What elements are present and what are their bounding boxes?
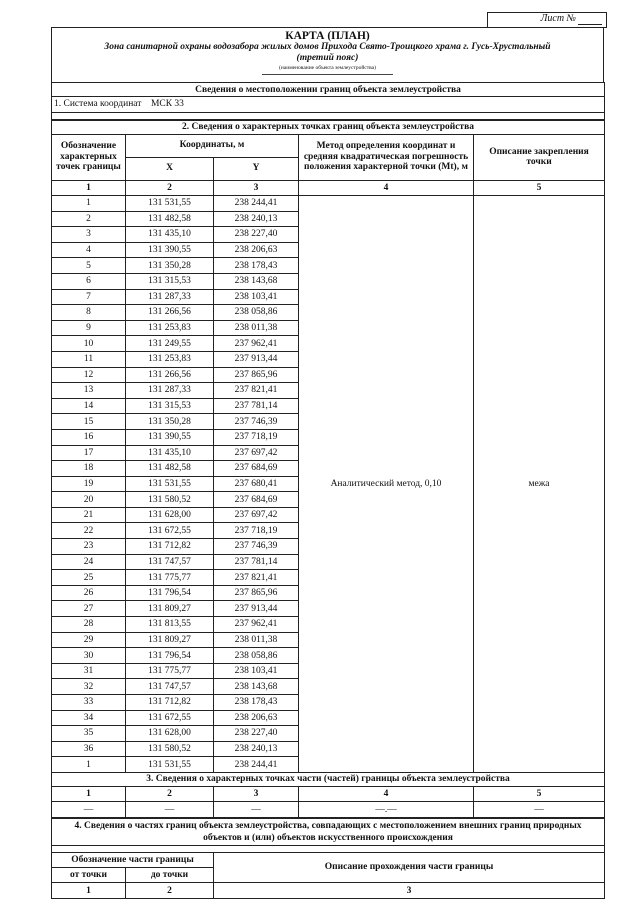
point-y: 237 913,44 [214,601,299,617]
point-x: 131 813,55 [126,617,214,633]
point-number: 6 [52,273,126,289]
point-y: 238 058,86 [214,305,299,321]
point-y: 237 697,42 [214,445,299,461]
point-number: 28 [52,617,126,633]
point-y: 237 718,19 [214,429,299,445]
col-point-header: Обозначение характерных точек границы [52,134,126,180]
document-subtitle: Зона санитарной охраны водозабора жилых домов Прихода Свято-Троицкого храма г. Гусь-Хрустальный [104,42,551,52]
point-x: 131 482,58 [126,461,214,477]
document-header [51,27,604,82]
point-x: 131 809,27 [126,601,214,617]
column-number: 4 [299,786,474,802]
col-coords-header: Координаты, м [126,134,299,157]
point-number: 33 [52,695,126,711]
coordinate-system-value: МСК 33 [150,99,184,110]
col-y-header: Y [214,157,299,180]
point-x: 131 580,52 [126,492,214,508]
spacer-row [52,845,605,852]
dash-cell: — [474,802,605,818]
point-number: 7 [52,289,126,305]
point-y: 238 058,86 [214,648,299,664]
point-y: 237 684,69 [214,492,299,508]
point-y: 237 913,44 [214,351,299,367]
point-y: 237 697,42 [214,507,299,523]
point-number: 21 [52,507,126,523]
point-y: 238 244,41 [214,757,299,773]
point-y: 237 865,96 [214,585,299,601]
point-y: 238 143,68 [214,679,299,695]
sheet-number-box [487,12,607,28]
column-number: 4 [299,180,474,196]
column-number: 2 [126,786,214,802]
dash-cell: — [52,802,126,818]
point-y: 238 240,13 [214,211,299,227]
point-x: 131 796,54 [126,585,214,601]
part-col-number: 3 [214,883,605,899]
point-number: 31 [52,663,126,679]
point-number: 27 [52,601,126,617]
point-x: 131 266,56 [126,367,214,383]
title-underline [262,74,393,75]
document-frame [51,27,604,896]
point-number: 17 [52,445,126,461]
point-number: 8 [52,305,126,321]
point-x: 131 266,56 [126,305,214,321]
point-y: 238 103,41 [214,289,299,305]
point-number: 30 [52,648,126,664]
sheet-number-blank [578,24,602,25]
points-table [51,120,605,818]
point-number: 14 [52,398,126,414]
point-number: 36 [52,741,126,757]
coordinate-row [52,196,605,212]
point-y: 238 011,38 [214,320,299,336]
point-x: 131 390,55 [126,242,214,258]
point-x: 131 628,00 [126,507,214,523]
point-x: 131 712,82 [126,539,214,555]
points-section-title: 2. Сведения о характерных точках границ объекта землеустройства [52,120,605,134]
column-number: 3 [214,786,299,802]
point-number: 15 [52,414,126,430]
location-table [51,82,605,120]
spacer-row [52,112,605,119]
column-number: 1 [52,180,126,196]
point-x: 131 775,77 [126,570,214,586]
point-x: 131 531,55 [126,196,214,212]
point-y: 238 244,41 [214,196,299,212]
part-column-numbers-row [52,786,605,802]
point-number: 13 [52,383,126,399]
point-x: 131 315,53 [126,398,214,414]
document-subtitle-zone: (третий пояс) [296,53,359,63]
fixing-description-cell: межа [474,196,605,773]
point-y: 238 240,13 [214,741,299,757]
point-x: 131 747,57 [126,679,214,695]
point-x: 131 672,55 [126,710,214,726]
coordinates-body [52,196,605,773]
point-x: 131 672,55 [126,523,214,539]
point-y: 238 103,41 [214,663,299,679]
point-x: 131 350,28 [126,414,214,430]
dash-cell: — [126,802,214,818]
location-section-title: Сведения о местоположении границ объекта землеустройства [52,83,605,97]
point-y: 238 178,43 [214,695,299,711]
point-number: 18 [52,461,126,477]
point-x: 131 390,55 [126,429,214,445]
col-to-header: до точки [126,867,214,883]
point-y: 238 206,63 [214,710,299,726]
point-y: 237 781,14 [214,554,299,570]
point-y: 237 821,41 [214,570,299,586]
document-title: КАРТА (ПЛАН) [285,30,370,42]
point-number: 2 [52,211,126,227]
parts-table [51,818,605,899]
point-x: 131 435,10 [126,227,214,243]
point-number: 29 [52,632,126,648]
point-x: 131 796,54 [126,648,214,664]
point-number: 20 [52,492,126,508]
point-y: 238 143,68 [214,273,299,289]
point-number: 23 [52,539,126,555]
point-y: 237 684,69 [214,461,299,477]
column-numbers-row [52,180,605,196]
point-y: 237 781,14 [214,398,299,414]
point-x: 131 809,27 [126,632,214,648]
point-number: 22 [52,523,126,539]
point-number: 34 [52,710,126,726]
point-x: 131 287,33 [126,383,214,399]
point-y: 237 746,39 [214,539,299,555]
part-points-dash-row [52,802,605,818]
col-x-header: X [126,157,214,180]
coordinate-system-label: 1. Система координат [54,99,142,110]
point-x: 131 350,28 [126,258,214,274]
point-x: 131 580,52 [126,741,214,757]
object-caption: (наименование объекта землеустройства) [279,65,376,71]
point-number: 9 [52,320,126,336]
point-x: 131 253,83 [126,351,214,367]
point-y: 237 865,96 [214,367,299,383]
part-col-number: 1 [52,883,126,899]
dash-cell: — [214,802,299,818]
point-y: 237 962,41 [214,336,299,352]
point-number: 12 [52,367,126,383]
parts-section-title: 4. Сведения о частях границ объекта землеустройства, совпадающих с местоположением внешних границ природных объектов и (или) объектов искусственного происхождения [52,818,605,845]
point-y: 237 746,39 [214,414,299,430]
point-x: 131 249,55 [126,336,214,352]
point-x: 131 628,00 [126,726,214,742]
point-number: 35 [52,726,126,742]
col-from-header: от точки [52,867,126,883]
point-number: 16 [52,429,126,445]
point-y: 238 011,38 [214,632,299,648]
col-part-header: Обозначение части границы [52,852,214,867]
method-cell: Аналитический метод, 0,10 [299,196,474,773]
point-x: 131 747,57 [126,554,214,570]
point-number: 32 [52,679,126,695]
point-number: 24 [52,554,126,570]
point-y: 237 962,41 [214,617,299,633]
part-col-number: 2 [126,883,214,899]
point-x: 131 712,82 [126,695,214,711]
point-y: 238 227,40 [214,227,299,243]
point-x: 131 287,33 [126,289,214,305]
point-y: 238 206,63 [214,242,299,258]
point-x: 131 435,10 [126,445,214,461]
coordinate-system-row [52,97,605,113]
sheet-label: Лист № [540,13,576,24]
col-part-desc-header: Описание прохождения части границы [214,852,605,883]
point-x: 131 482,58 [126,211,214,227]
point-y: 238 178,43 [214,258,299,274]
point-number: 1 [52,757,126,773]
point-x: 131 531,55 [126,476,214,492]
point-x: 131 315,53 [126,273,214,289]
point-y: 237 821,41 [214,383,299,399]
point-y: 237 718,19 [214,523,299,539]
point-x: 131 253,83 [126,320,214,336]
point-number: 19 [52,476,126,492]
point-number: 26 [52,585,126,601]
part-points-section-title: 3. Сведения о характерных точках части (частей) границы объекта землеустройства [52,772,605,786]
point-number: 5 [52,258,126,274]
point-x: 131 775,77 [126,663,214,679]
point-y: 238 227,40 [214,726,299,742]
point-number: 11 [52,351,126,367]
point-x: 131 531,55 [126,757,214,773]
col-desc-header: Описание закрепления точки [474,134,605,180]
column-number: 5 [474,786,605,802]
column-number: 1 [52,786,126,802]
column-number: 5 [474,180,605,196]
point-number: 3 [52,227,126,243]
column-number: 2 [126,180,214,196]
dash-cell: —.— [299,802,474,818]
point-number: 4 [52,242,126,258]
point-number: 25 [52,570,126,586]
point-number: 1 [52,196,126,212]
point-number: 10 [52,336,126,352]
column-number: 3 [214,180,299,196]
point-y: 237 680,41 [214,476,299,492]
col-method-header: Метод определения координат и средняя квадратическая погрешность положения характерной точки (Mt), м [299,134,474,180]
